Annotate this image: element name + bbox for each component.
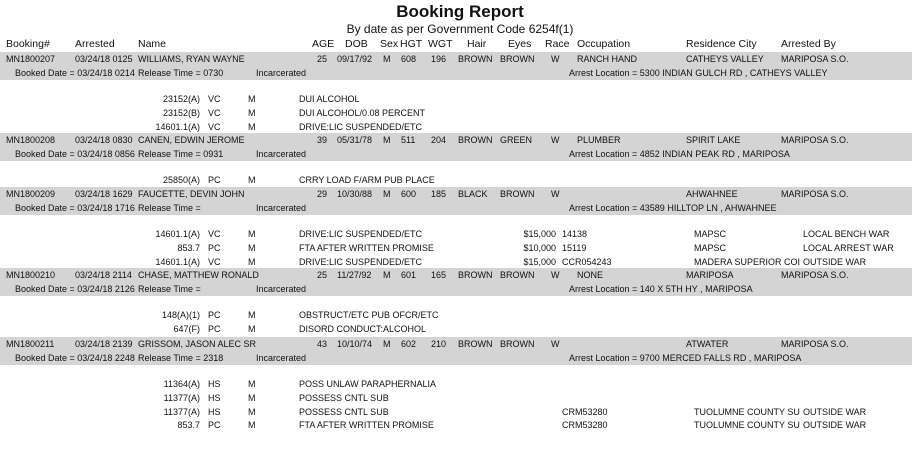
charge-case-number: 14138 (562, 229, 588, 239)
charge-code: 853.7 (177, 242, 200, 253)
weight-value: 210 (431, 339, 447, 349)
charge-description: CRRY LOAD F/ARM PUB PLACE (299, 175, 435, 185)
arrest-location: Arrest Location = 9700 MERCED FALLS RD , MARIPOSA (569, 353, 802, 363)
weight-value: 165 (431, 270, 447, 280)
charge-code: 14601.1(A) (155, 229, 200, 239)
sex-value: M (383, 270, 391, 280)
charge-code: 11377(A) (163, 406, 200, 417)
charge-type: VC (208, 256, 221, 267)
charge-type: PC (208, 242, 221, 253)
charge-level: M (248, 121, 256, 132)
residence-value: MARIPOSA (686, 270, 734, 280)
sex-value: M (383, 339, 391, 349)
col-eyes: Eyes (508, 38, 532, 50)
arrested-datetime: 03/24/18 0125 (75, 54, 133, 64)
eyes-value: BROWN (500, 54, 535, 64)
occupation-value: RANCH HAND (577, 54, 638, 64)
weight-value: 196 (431, 54, 447, 64)
charge-type: VC (208, 121, 221, 132)
charge-case-number: CRM53280 (562, 420, 608, 431)
charge-warrant-type: LOCAL BENCH WAR (803, 229, 890, 239)
booked-date: Booked Date = 03/24/18 1716 (15, 203, 135, 213)
release-time: Release Time = 0730 (138, 68, 224, 78)
charge-warrant-type: OUTSIDE WAR (803, 420, 867, 431)
arrest-location: Arrest Location = 4852 INDIAN PEAK RD , MARIPOSA (569, 149, 790, 159)
residence-value: ATWATER (686, 339, 729, 349)
charge-code: 647(F) (173, 323, 200, 334)
person-name: CHASE, MATTHEW RONALD (138, 270, 259, 280)
charge-level: M (248, 229, 256, 239)
custody-status: Incarcerated (256, 68, 307, 78)
residence-value: AHWAHNEE (686, 189, 738, 199)
charge-description: DUI ALCOHOL/0.08 PERCENT (299, 107, 426, 118)
charge-bail: $15,000 (523, 256, 556, 267)
booked-date: Booked Date = 03/24/18 0856 (15, 149, 135, 159)
eyes-value: BROWN (500, 339, 535, 349)
race-value: W (551, 189, 560, 199)
charge-description: FTA AFTER WRITTEN PROMISE (299, 242, 434, 253)
person-name: GRISSOM, JASON ALEC SR (138, 339, 257, 349)
charge-description: POSSESS CNTL SUB (299, 392, 389, 403)
height-value: 602 (401, 339, 417, 349)
arrest-location: Arrest Location = 140 X 5TH HY , MARIPOSA (569, 284, 753, 294)
release-time: Release Time = 2318 (138, 353, 224, 363)
charge-type: PC (208, 420, 221, 431)
col-booking: Booking# (6, 38, 50, 50)
charge-warrant-type: LOCAL ARREST WAR (803, 242, 894, 253)
charge-warrant-type: OUTSIDE WAR (803, 406, 867, 417)
hair-value: BROWN (458, 270, 493, 280)
charge-level: M (248, 420, 256, 431)
custody-status: Incarcerated (256, 149, 307, 159)
charge-type: VC (208, 107, 221, 118)
eyes-value: BROWN (500, 270, 535, 280)
height-value: 608 (401, 54, 417, 64)
arrested-by-value: MARIPOSA S.O. (781, 54, 849, 64)
weight-value: 204 (431, 135, 447, 145)
col-residence: Residence City (686, 38, 757, 50)
residence-value: CATHEYS VALLEY (686, 54, 764, 64)
charge-code: 148(A)(1) (161, 310, 200, 320)
charge-description: DRIVE:LIC SUSPENDED/ETC (299, 121, 423, 132)
dob-value: 10/30/88 (337, 189, 373, 199)
hair-value: BROWN (458, 54, 493, 64)
charge-type: VC (208, 229, 221, 239)
charge-level: M (248, 379, 256, 389)
height-value: 600 (401, 189, 417, 199)
booking-number: MN1800209 (6, 189, 56, 199)
sex-value: M (383, 189, 391, 199)
charge-type: HS (208, 392, 221, 403)
col-dob: DOB (345, 38, 368, 50)
charge-case-number: CCR054243 (562, 256, 612, 267)
charge-bail: $15,000 (523, 229, 556, 239)
report-title: Booking Report (396, 2, 524, 21)
charge-level: M (248, 175, 256, 185)
residence-value: SPIRIT LAKE (686, 135, 741, 145)
charge-type: HS (208, 379, 221, 389)
charge-bail: $10,000 (523, 242, 556, 253)
arrested-datetime: 03/24/18 2114 (75, 270, 132, 280)
col-hair: Hair (467, 38, 487, 50)
charge-description: DRIVE:LIC SUSPENDED/ETC (299, 229, 423, 239)
booking-number: MN1800207 (6, 54, 56, 64)
charge-description: DRIVE:LIC SUSPENDED/ETC (299, 256, 423, 267)
arrested-by-value: MARIPOSA S.O. (781, 135, 849, 145)
booking-number: MN1800211 (6, 339, 55, 349)
occupation-value: NONE (577, 270, 604, 280)
charge-type: VC (208, 94, 221, 104)
col-hgt: HGT (400, 38, 423, 50)
race-value: W (551, 339, 560, 349)
height-value: 601 (401, 270, 417, 280)
release-time: Release Time = (138, 284, 201, 294)
charge-description: DUI ALCOHOL (299, 94, 360, 104)
col-race: Race (545, 38, 570, 50)
charge-level: M (248, 242, 256, 253)
col-name: Name (138, 38, 167, 50)
booking-number: MN1800210 (6, 270, 56, 280)
booked-date: Booked Date = 03/24/18 2126 (15, 284, 135, 294)
booked-date: Booked Date = 03/24/18 2248 (15, 353, 135, 363)
col-arrested: Arrested (75, 38, 115, 50)
charge-description: POSSESS CNTL SUB (299, 406, 389, 417)
charge-description: DISORD CONDUCT:ALCOHOL (299, 323, 427, 334)
charge-level: M (248, 94, 256, 104)
custody-status: Incarcerated (256, 353, 307, 363)
occupation-value: PLUMBER (577, 135, 621, 145)
weight-value: 185 (431, 189, 447, 199)
booked-date: Booked Date = 03/24/18 0214 (15, 68, 135, 78)
report-subtitle: By date as per Government Code 6254f(1) (346, 22, 574, 36)
charge-level: M (248, 323, 256, 334)
col-age: AGE (312, 38, 335, 50)
arrest-location: Arrest Location = 5300 INDIAN GULCH RD , CATHEYS VALLEY (569, 68, 828, 78)
charge-type: PC (208, 175, 221, 185)
age-value: 43 (317, 339, 328, 349)
charge-code: 14601.1(A) (155, 256, 200, 267)
charge-level: M (248, 392, 256, 403)
age-value: 29 (317, 189, 328, 199)
charge-description: POSS UNLAW PARAPHERNALIA (299, 379, 437, 389)
hair-value: BROWN (458, 339, 493, 349)
age-value: 39 (317, 135, 328, 145)
eyes-value: BROWN (500, 189, 535, 199)
charge-code: 853.7 (177, 420, 200, 431)
charge-case-number: CRM53280 (562, 406, 608, 417)
person-name: FAUCETTE, DEVIN JOHN (138, 189, 245, 199)
charge-agency: TUOLUMNE COUNTY SU (694, 420, 800, 431)
charge-description: FTA AFTER WRITTEN PROMISE (299, 420, 434, 431)
charge-level: M (248, 256, 256, 267)
charge-case-number: 15119 (562, 242, 587, 253)
charge-type: PC (208, 323, 221, 334)
person-name: WILLIAMS, RYAN WAYNE (138, 54, 245, 64)
dob-value: 11/27/92 (337, 270, 372, 280)
charge-warrant-type: OUTSIDE WAR (803, 256, 867, 267)
dob-value: 05/31/78 (337, 135, 373, 145)
charge-code: 11377(A) (163, 392, 200, 403)
col-sex: Sex (380, 38, 399, 50)
charge-level: M (248, 310, 256, 320)
hair-value: BLACK (458, 189, 488, 199)
arrested-by-value: MARIPOSA S.O. (781, 189, 849, 199)
sex-value: M (383, 135, 391, 145)
charge-level: M (248, 107, 256, 118)
age-value: 25 (317, 270, 328, 280)
arrest-location: Arrest Location = 43589 HILLTOP LN , AHWAHNEE (569, 203, 777, 213)
charge-code: 25850(A) (162, 175, 200, 185)
arrested-by-value: MARIPOSA S.O. (781, 270, 849, 280)
release-time: Release Time = 0931 (138, 149, 224, 159)
col-occupation: Occupation (577, 38, 631, 50)
person-name: CANEN, EDWIN JEROME (138, 135, 245, 145)
charge-type: HS (208, 406, 221, 417)
charge-type: PC (208, 310, 221, 320)
release-time: Release Time = (138, 203, 201, 213)
race-value: W (551, 270, 560, 280)
arrested-datetime: 03/24/18 0830 (75, 135, 133, 145)
arrested-datetime: 03/24/18 2139 (75, 339, 133, 349)
col-arrested-by: Arrested By (781, 38, 836, 50)
charge-code: 14601.1(A) (155, 121, 200, 132)
charge-code: 23152(A) (162, 94, 200, 104)
charge-agency: MAPSC (694, 242, 727, 253)
charge-agency: MAPSC (694, 229, 727, 239)
charge-agency: TUOLUMNE COUNTY SU (694, 406, 800, 417)
custody-status: Incarcerated (256, 203, 307, 213)
dob-value: 10/10/74 (337, 339, 373, 349)
booking-number: MN1800208 (6, 135, 56, 145)
custody-status: Incarcerated (256, 284, 307, 294)
charge-description: OBSTRUCT/ETC PUB OFCR/ETC (299, 310, 439, 320)
eyes-value: GREEN (500, 135, 533, 145)
charge-code: 23152(B) (162, 107, 200, 118)
sex-value: M (383, 54, 391, 64)
dob-value: 09/17/92 (337, 54, 373, 64)
charge-level: M (248, 406, 256, 417)
record-band (0, 268, 912, 296)
height-value: 511 (401, 135, 416, 145)
col-wgt: WGT (428, 38, 453, 50)
race-value: W (551, 135, 560, 145)
race-value: W (551, 54, 560, 64)
hair-value: BROWN (458, 135, 493, 145)
charge-agency: MADERA SUPERIOR COI (694, 256, 801, 267)
arrested-datetime: 03/24/18 1629 (75, 189, 133, 199)
arrested-by-value: MARIPOSA S.O. (781, 339, 849, 349)
age-value: 25 (317, 54, 328, 64)
charge-code: 11364(A) (163, 379, 200, 389)
